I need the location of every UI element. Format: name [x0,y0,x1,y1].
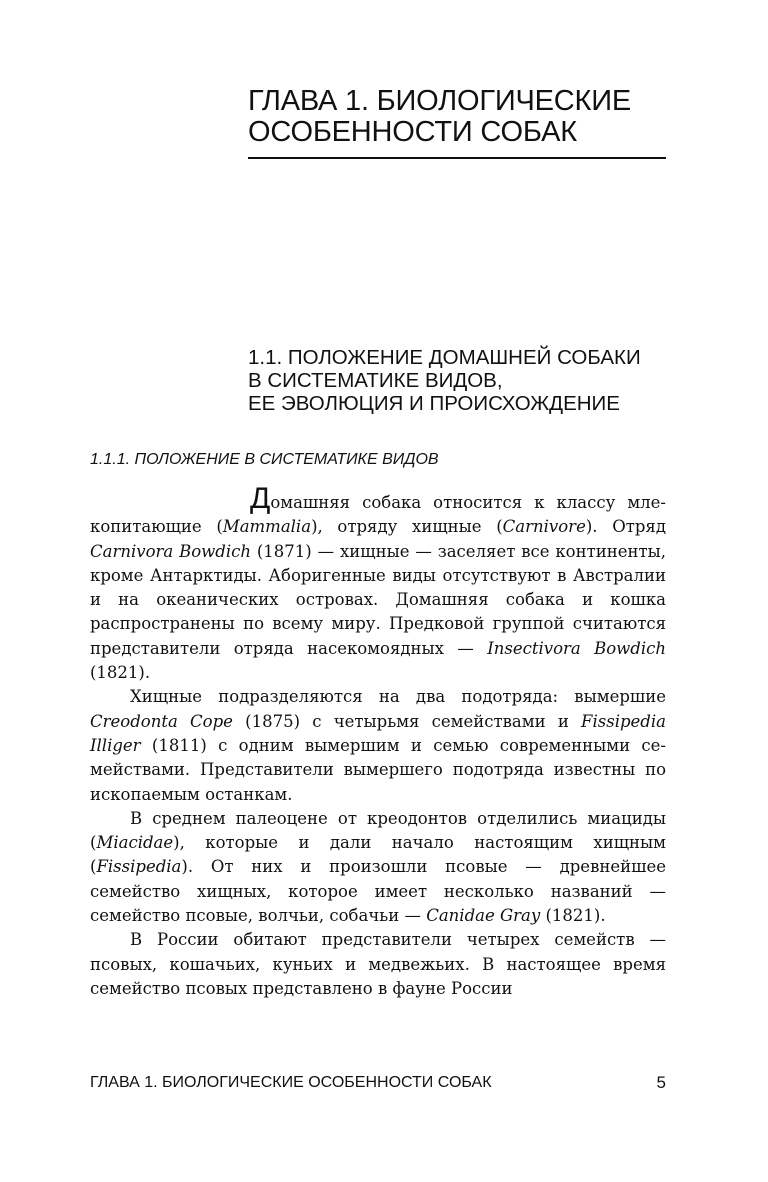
section-title-line-3: ЕЕ ЭВОЛЮЦИЯ И ПРОИСХОЖДЕНИЕ [248,392,620,415]
latin-taxon: Fissipedia [96,857,182,877]
latin-taxon: Fissipedia Illiger [90,711,666,755]
subsection-title: 1.1.1. ПОЛОЖЕНИЕ В СИСТЕМАТИКЕ ВИДОВ [90,451,439,468]
page-number: 5 [656,1073,666,1092]
paragraph-text: Хищные подразделяются на два подотряда: вымершие [130,687,666,707]
drop-cap: Д [250,482,271,515]
section-title-line-1: 1.1. ПОЛОЖЕНИЕ ДОМАШНЕЙ СОБАКИ [248,346,641,369]
paragraph-text: ), которые и дали начало настоящим хищным ( [90,833,666,877]
running-footer-title: ГЛАВА 1. БИОЛОГИЧЕСКИЕ ОСОБЕННОСТИ СОБАК [90,1074,492,1091]
paragraph-2 [90,685,666,806]
paragraph-text: (1871) — хищные — заселяет все континенты, кроме Антарктиды. Аборигенные виды отсутствуют в Австралии и на океанических островах. Домашняя собака и кошка распространены по всему миру. Предковой группой считаются представители отряда насекомоядных — [90,541,667,658]
chapter-title-line-2: ОСОБЕННОСТИ СОБАК [248,116,577,148]
chapter-title-rule [248,157,666,159]
paragraph-1 [90,482,667,685]
paragraph-text: (1821). [540,906,606,926]
latin-taxon: Miacidae [96,833,174,853]
paragraph-text: омашняя собака относится к классу млекопитающие ( [90,493,666,537]
latin-taxon: Canidae Gray [426,906,541,926]
body-text [90,482,667,1001]
chapter-title [248,86,678,148]
latin-taxon: Insectivora Bowdich [487,638,667,658]
paragraph-text: (1875) с четырьмя семействами и [232,711,582,731]
paragraph-4 [90,928,666,1001]
paragraph-text: ). От них и произошли псовые — древнейшее семейство хищных, которое имеет несколько названий — семейство псовые, волчьи, собачьи — [90,857,666,926]
paragraph-3 [90,807,666,928]
section-title-line-2: В СИСТЕМАТИКЕ ВИДОВ, [248,369,503,392]
chapter-title-line-1: ГЛАВА 1. БИОЛОГИЧЕСКИЕ [248,85,632,117]
latin-taxon: Creodonta Cope [90,711,233,731]
latin-taxon: Mammalia [222,517,312,537]
paragraph-text: ), отряду хищные ( [311,517,503,537]
latin-taxon: Carnivora Bowdich [90,541,251,561]
paragraph-text: (1821). [90,663,151,683]
paragraph-text: (1811) с одним вымершим и семью современными семействами. Представители вымершего подотряда известны по ископаемым останкам. [90,735,666,804]
paragraph-text: ). Отряд [585,517,666,537]
latin-taxon: Carnivore [502,517,586,537]
paragraph-text: В России обитают представители четырех семейств — псовых, кошачьих, куньих и медвежьих. В настоящее время семейство псовых представлено в фауне России [90,930,666,998]
paragraph-text: В среднем палеоцене от креодонтов отделились миациды ( [90,808,666,853]
section-title [248,346,678,415]
